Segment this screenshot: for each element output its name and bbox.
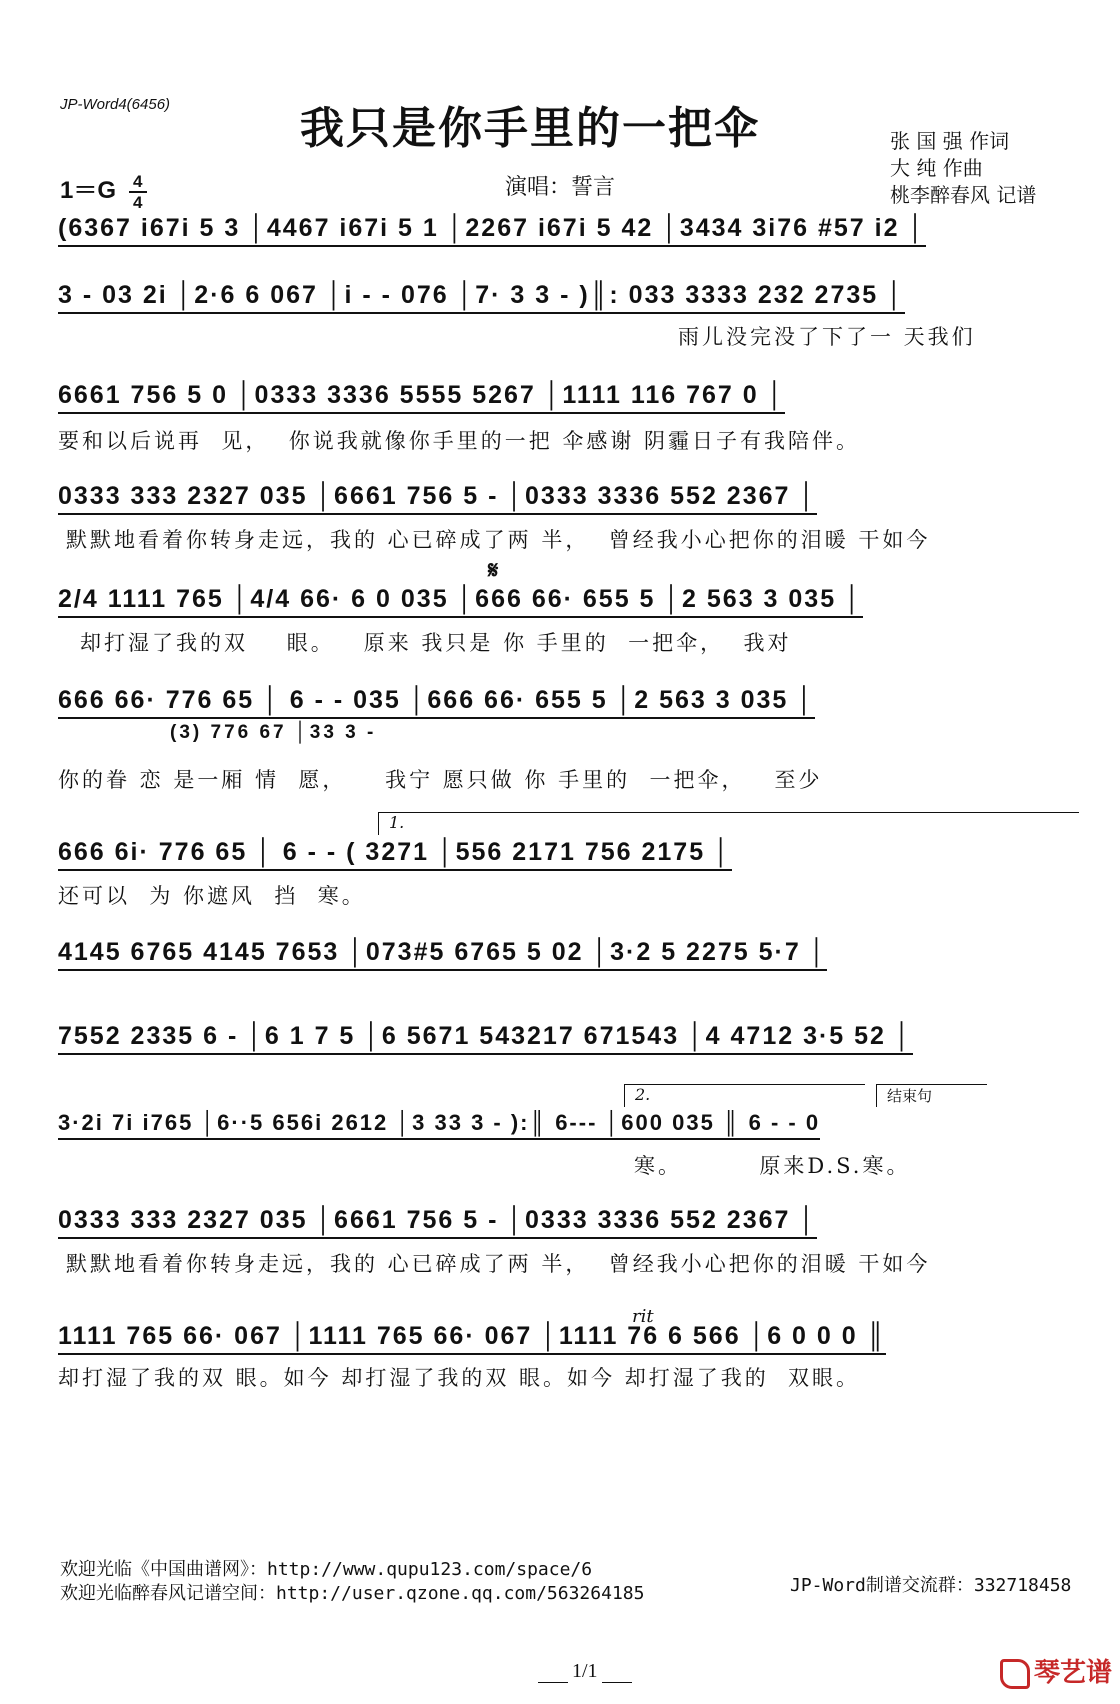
notation-line: 666 66· 776 65 │ 6 - - 035 │666 66· 655 5 │2 563 3 035 │ <box>58 686 815 719</box>
key-signature <box>60 170 147 211</box>
logo-text: 琴艺谱 <box>1034 1658 1113 1688</box>
key-label: 1＝G <box>60 177 117 204</box>
lyric-line: 却打湿了我的双 眼。 原来 我只是 你 手里的 一把伞， 我对 <box>80 631 792 655</box>
transcriber: 桃李醉春风 记谱 <box>890 183 1037 207</box>
score-row <box>58 1110 1068 1178</box>
alternate-notes: (3) 776 67 │33 3 - <box>170 722 377 743</box>
volta-2: 2. <box>624 1084 865 1107</box>
group-number: JP-Word制谱交流群：332718458 <box>790 1575 1072 1596</box>
notation-line: 3 - 03 2i │2·6 6 067 │i - - 076 │7· 3 3 - )║: 033 3333 232 2735 │ <box>58 281 905 314</box>
lyric-line: 默默地看着你转身走远，我的 心已碎成了两 半， 曾经我小心把你的泪暖 干如今 <box>66 528 931 552</box>
segno-sign: 𝄋 <box>488 556 499 584</box>
notation-line: 1111 765 66· 067 │1111 765 66· 067 │1111 76 6 566 │6 0 0 0 ║ <box>58 1322 886 1355</box>
score-row <box>58 938 1068 971</box>
rit-marking: rit <box>632 1306 654 1327</box>
notation-line: 2/4 1111 765 │4/4 66· 6 0 035 │666 66· 655 5 │2 563 3 035 │ <box>58 585 863 618</box>
logo-icon <box>1000 1659 1030 1689</box>
lyric-line: 默默地看着你转身走远，我的 心已碎成了两 半， 曾经我小心把你的泪暖 干如今 <box>66 1252 931 1276</box>
singer: 演唱：誓言 <box>505 175 616 200</box>
score-row <box>58 1322 1068 1390</box>
footer-line-2: 欢迎光临醉春风记谱空间：http://user.qzone.qq.com/563264185 <box>60 1583 645 1604</box>
lyric-line: 要和以后说再 见， 你说我就像你手里的一把 伞感谢 阴霾日子有我陪伴。 <box>58 429 861 453</box>
score-row <box>58 482 1068 552</box>
footer-line-1: 欢迎光临《中国曲谱网》：http://www.qupu123.com/space/6 <box>60 1559 593 1580</box>
score-row <box>58 585 1068 655</box>
meter-top: 4 <box>132 171 143 191</box>
notation-line: (6367 i67i 5 3 │4467 i67i 5 1 │2267 i67i 5 42 │3434 3i76 #57 i2 │ <box>58 214 926 247</box>
lyricist: 张 国 强 作词 <box>890 129 1010 153</box>
score-row <box>58 381 1068 453</box>
lyric-line: 却打湿了我的双 眼。如今 却打湿了我的双 眼。如今 却打湿了我的 双眼。 <box>58 1366 861 1390</box>
credits <box>890 128 1036 209</box>
notation-line: 3·2i 7i i765 │6··5 656i 2612 │3 33 3 - ):║ 6--- │600 035 ║ 6 - - 0 <box>58 1110 820 1140</box>
notation-line: 0333 333 2327 035 │6661 756 5 - │0333 3336 552 2367 │ <box>58 1206 817 1239</box>
notation-line: 7552 2335 6 - │6 1 7 5 │6 5671 543217 671543 │4 4712 3·5 52 │ <box>58 1022 913 1055</box>
lyric-line: 还可以 为 你遮风 挡 寒。 <box>58 884 366 908</box>
score-row <box>58 281 1068 349</box>
score-row <box>58 1206 1068 1276</box>
composer: 大 纯 作曲 <box>890 156 983 180</box>
score-row <box>58 838 1068 908</box>
lyric-line: 雨儿没完没了下了一 天我们 <box>678 325 976 349</box>
software-label: JP-Word4(6456) <box>60 96 171 113</box>
meter-bottom: 4 <box>132 192 143 212</box>
lyric-line: 寒。 原来D.S.寒。 <box>634 1154 911 1178</box>
site-logo <box>1000 1652 1112 1689</box>
score-row <box>58 1022 1068 1055</box>
score-row <box>58 686 1068 792</box>
notation-line: 666 6i· 776 65 │ 6 - - ( 3271 │556 2171 756 2175 │ <box>58 838 732 871</box>
notation-line: 6661 756 5 0 │0333 3336 5555 5267 │1111 116 767 0 │ <box>58 381 785 414</box>
coda-label: 结束句 <box>876 1084 987 1107</box>
notation-line: 0333 333 2327 035 │6661 756 5 - │0333 3336 552 2367 │ <box>58 482 817 515</box>
notation-line: 4145 6765 4145 7653 │073#5 6765 5 02 │3·2 5 2275 5·7 │ <box>58 938 827 971</box>
footer-links <box>60 1558 644 1606</box>
page-number: 1/1 <box>534 1660 636 1683</box>
volta-1: 1. <box>378 812 1079 835</box>
time-signature <box>129 173 147 211</box>
lyric-line: 你的眷 恋 是一厢 情 愿， 我宁 愿只做 你 手里的 一把伞， 至少 <box>58 768 823 792</box>
song-title: 我只是你手里的一把伞 <box>300 103 760 154</box>
score-row <box>58 214 1068 247</box>
